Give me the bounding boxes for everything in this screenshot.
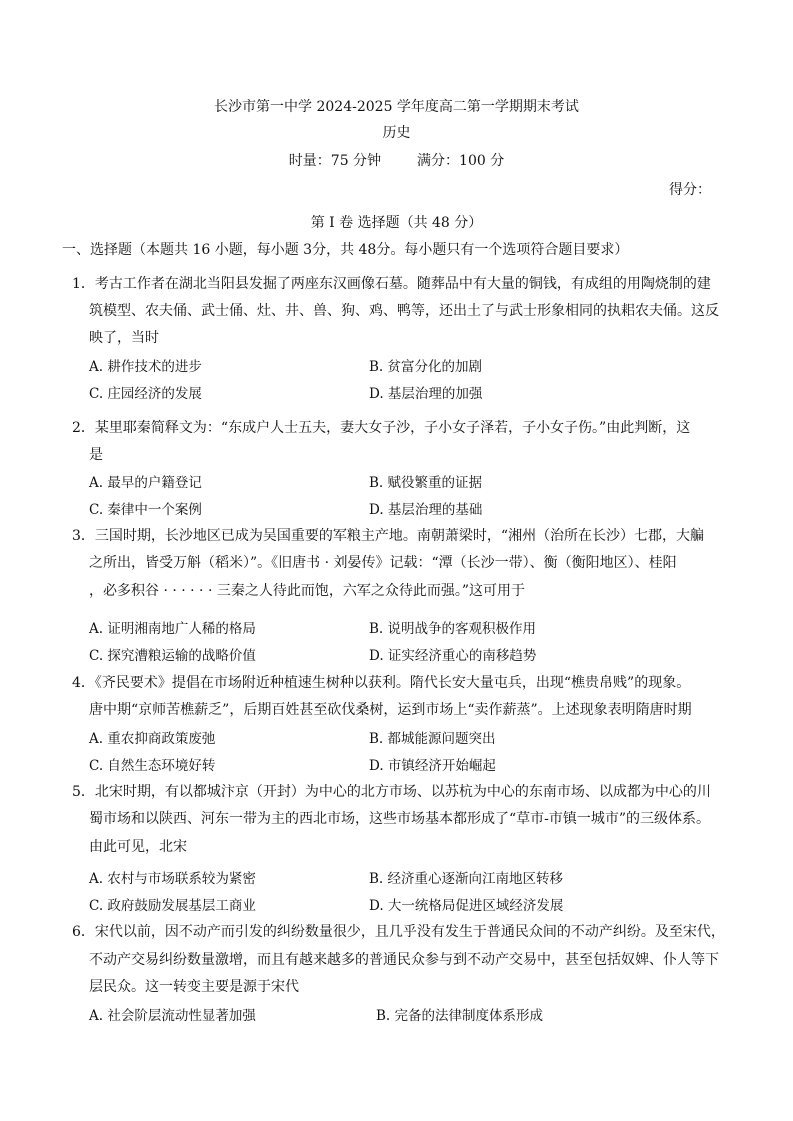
option-a[interactable]: A. 证明湘南地广人稀的格局 [89,621,256,637]
full-score: 满分：100 分 [417,153,505,169]
exam-time-and-score [0,150,793,170]
option-d[interactable]: D. 市镇经济开始崛起 [369,758,496,774]
question-text-line: 筑模型、农夫俑、武士俑、灶、井、兽、狗、鸡、鸭等，还出土了与武士形象相同的执耜农夫俑。这反 [89,303,719,319]
question-text-line: 不动产交易纠纷数量激增，而且有越来越多的普通民众参与到不动产交易中，甚至包括奴婢、仆人等下 [89,952,719,968]
time-limit: 时量：75 分钟 [288,153,382,169]
question-text-line: 唐中期“京师苦樵薪乏”，后期百姓甚至砍伐桑树，运到市场上“卖作薪蒸”。上述现象表明隋唐时期 [89,702,692,718]
question-text-line: 5．北宋时期，有以都城汴京（开封）为中心的北方市场、以苏杭为中心的东南市场、以成都为中心的川 [72,784,711,800]
question-text-line: 1．考古工作者在湖北当阳县发掘了两座东汉画像石墓。随葬品中有大量的铜钱，有成组的用陶烧制的建 [72,276,711,292]
option-c[interactable]: C. 秦律中一个案例 [89,502,202,518]
option-c[interactable]: C. 自然生态环境好转 [89,758,216,774]
option-c[interactable]: C. 政府鼓励发展基层工商业 [89,898,256,914]
question-text-line: ，必多积谷 · · · · · · 三秦之人待此而饱，六军之众待此而强。”这可用于 [89,583,526,599]
option-a[interactable]: A. 重农抑商政策废弛 [89,731,216,747]
option-b[interactable]: B. 经济重心逐渐向江南地区转移 [369,871,564,887]
option-b[interactable]: B. 完备的法律制度体系形成 [376,1008,544,1024]
question-text-line: 蜀市场和以陕西、河东一带为主的西北市场，这些市场基本都形成了“草市-市镇一城市”的三级体系。 [89,811,711,827]
score-label: 得分： [669,182,711,198]
exam-title: 长沙市第一中学 2024-2025 学年度高二第一学期期末考试 [214,99,579,115]
option-d[interactable]: D. 基层治理的加强 [369,386,483,402]
question-text-line: 4．《齐民要术》提倡在市场附近种植速生树种以获利。隋代长安大量屯兵，出现“樵贵帛贱”的现象。 [72,675,691,691]
question-text-line: 映了，当时 [89,330,159,346]
question-text-line: 由此可见，北宋 [89,839,187,855]
option-d[interactable]: D. 基层治理的基础 [369,502,483,518]
option-b[interactable]: B. 说明战争的客观积极作用 [369,621,537,637]
question-text-line: 2．某里耶秦简释文为：“东成户人士五夫，妻大女子沙，子小女子泽若，子小女子伤。”由此判断，这 [72,420,691,436]
option-c[interactable]: C. 庄园经济的发展 [89,386,202,402]
option-a[interactable]: A. 最早的户籍登记 [89,475,202,491]
option-b[interactable]: B. 贫富分化的加剧 [369,359,483,375]
option-a[interactable]: A. 耕作技术的进步 [89,359,202,375]
option-b[interactable]: B. 都城能源问题突出 [369,731,496,747]
option-a[interactable]: A. 社会阶层流动性显著加强 [89,1008,256,1024]
question-text-line: 3．三国时期，长沙地区已成为吴国重要的军粮主产地。南朝萧梁时，“湘州（治所在长沙）七郡，大艑 [72,528,705,544]
exam-subject: 历史 [382,125,411,141]
question-text-line: 层民众。这一转变主要是源于宋代 [89,979,299,995]
question-text-line: 6．宋代以前，因不动产而引发的纠纷数量很少，且几乎没有发生于普通民众间的不动产纠纷。及至宋代， [72,924,725,940]
option-c[interactable]: C. 探究漕粮运输的战略价值 [89,648,256,664]
volume-heading: 第 I 卷 选择题（共 48 分） [310,215,483,231]
question-text-line: 之所出，皆受万斛（稻米）”。《旧唐书 · 刘晏传》记载：“潭（长沙一带）、衡（衡阳地区）、桂阳 [89,555,677,571]
section-instruction: 一、选择题（本题共 16 小题，每小题 3分，共 48分。每小题只有一个选项符合题目要求） [62,242,629,258]
option-d[interactable]: D. 大一统格局促进区域经济发展 [369,898,564,914]
option-d[interactable]: D. 证实经济重心的南移趋势 [369,648,537,664]
option-b[interactable]: B. 赋役繁重的证据 [369,475,483,491]
option-a[interactable]: A. 农村与市场联系较为紧密 [89,871,256,887]
question-text-line: 是 [89,447,103,463]
